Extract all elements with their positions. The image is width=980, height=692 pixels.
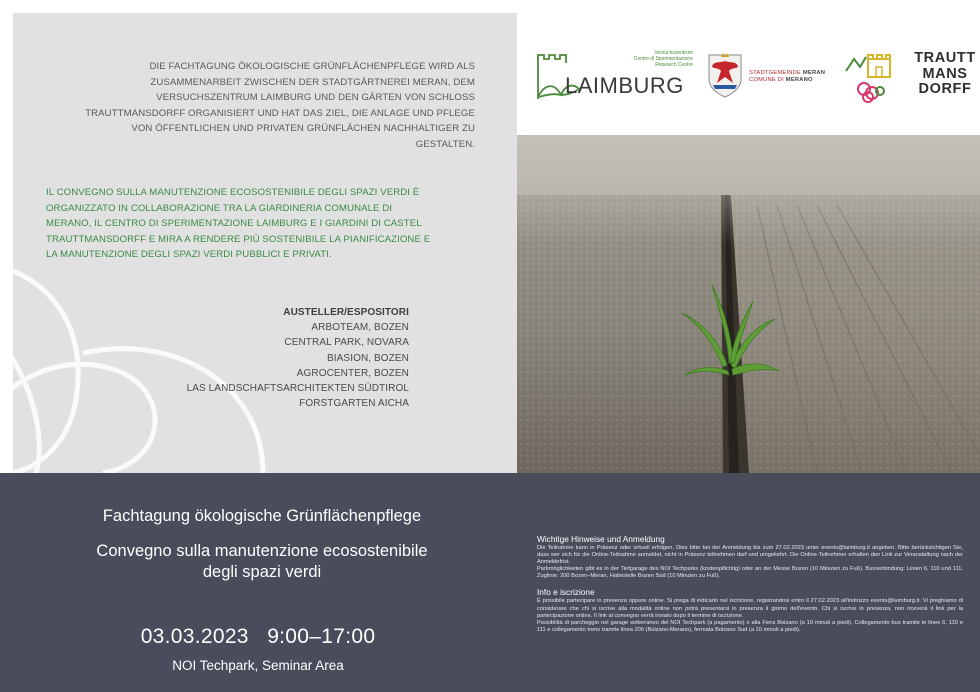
event-info-band	[0, 473, 980, 692]
trauttmansdorff-logo	[844, 49, 980, 105]
info-paragraph-italian: Possibilità di parcheggio nel garage sotterraneo del NOI Techpark (a pagamento) o alla Fiera Bolzano (a 10 minuti a piedi). Collegamento bus tramite le linee 6, 110 e 111 e collegamento treno tramite linea 200 (Bolzano-Merano), fermata Bolzano Sud (a 10 minuti a piedi).	[537, 619, 963, 633]
exhibitor-item: ARBOTEAM, BOZEN	[311, 322, 409, 334]
info-heading-german: Wichtige Hinweise und Anmeldung	[537, 534, 665, 544]
exhibitor-item: LAS LANDSCHAFTSARCHITEKTEN SÜDTIROL	[186, 383, 409, 395]
info-paragraph-german: Parkmöglichkeiten gibt es in der Tiefgarage des NOI Techparks (kostenpflichtig) oder an der Messe Bozen (10 Minuten zu Fuß). Busverbindung: Linien 6, 110 und 111. Zuglinie: 200 Bozen–Meran, Haltestelle Bozen Süd (10 Minuten zu Fuß).	[537, 566, 963, 580]
exhibitors-title: AUSTELLER/ESPOSITORI	[283, 307, 409, 318]
trauttmansdorff-word-line: TRAUTT	[914, 50, 976, 66]
italian-intro-paragraph: IL CONVEGNO SULLA MANUTENZIONE ECOSOSTENIBILE DEGLI SPAZI VERDI È ORGANIZZATO IN COLLABORAZIONE TRA LA GIARDINERIA COMUNALE DI MERANO, IL CENTRO DI SPERIMENTAZIONE LAIMBURG E I GIARDINI DI CASTEL TRAUTTMANSDORFF E MIRA A RENDERE PIÙ SOSTENIBILE LA PIANIFICAZIONE E LA MANUTENZIONE DEGLI SPAZI VERDI PUBBLICI E PRIVATI.	[46, 187, 431, 261]
info-paragraph-german: Die Teilnahme kann in Präsenz oder virtuell erfolgen. Dies bitte bei der Anmeldung bis zum 27.02.2023 unter events@laimburg.it angeben. Bitte berücksichtigen Sie, dass wer sich für die Online-Teilnahme anmeldet, nicht in Präsenz teilnehmen darf und umgekehrt. Die Online-Teilnehmer erhalten den Link zur Veranstaltung nach der Anmeldefrist.	[537, 545, 963, 566]
trauttmansdorff-wordmark	[910, 51, 980, 98]
trauttmansdorff-word-line: MANS	[922, 65, 968, 82]
laimburg-wordmark: LAIMBURG	[565, 73, 684, 98]
intro-panel	[13, 13, 517, 473]
laimburg-subtitle-line: Versuchszentrum	[654, 50, 693, 56]
trauttmansdorff-castle-flower-icon	[844, 49, 908, 105]
info-paragraph-italian: È possibile partecipare in presenza oppure online. Si prega di indicarlo nel iscrizione, registrandosi entro il 27.02.2023 all'indirizzo events@laimburg.it. Vi preghiamo di considerare che chi si iscrive alla modalità online non potrà presentarsi in presenza il giorno dell'evento. Chi si iscrive in presenza, non riceverà il link per la partecipazione online. Il link al convegno verrà inviato dopo il termine di iscrizione.	[537, 598, 963, 619]
meran-municipality-text	[749, 70, 825, 84]
event-title-italian-line: degli spazi verdi	[202, 563, 322, 581]
plant-in-paving-photo	[517, 135, 980, 473]
exhibitor-item: CENTRAL PARK, NOVARA	[284, 337, 409, 349]
event-venue: NOI Techpark, Seminar Area	[172, 658, 344, 673]
laimburg-subtitle-line: Research Centre	[655, 62, 693, 69]
meran-eagle-shield-icon	[707, 53, 743, 99]
meran-text-part: MERANO	[785, 77, 813, 84]
meran-text-part: COMUNE DI	[749, 77, 786, 84]
exhibitor-item: FORSTGARTEN AICHA	[299, 398, 409, 410]
laimburg-logo	[535, 49, 693, 101]
meran-text-part: MERAN	[802, 70, 826, 76]
registration-info	[537, 534, 963, 634]
info-heading-italian: Info e iscrizione	[537, 587, 595, 598]
german-intro-paragraph: DIE FACHTAGUNG ÖKOLOGISCHE GRÜNFLÄCHENPFLEGE WIRD ALS ZUSAMMENARBEIT ZWISCHEN DER STADTGÄRTNEREI MERAN, DEM VERSUCHSZENTRUM LAIMBURG UND DEN GÄRTEN VON SCHLOSS TRAUTTMANSDORFF ORGANISIERT UND HAT DAS ZIEL, DIE ANLAGE UND PFLEGE VON ÖFFENTLICHEN UND PRIVATEN GRÜNFLÄCHEN NACHHALTIGER ZU GESTALTEN.	[85, 61, 475, 150]
event-title-italian	[0, 541, 524, 583]
meran-text-part: STADTGEMEINDE	[749, 70, 803, 76]
event-date-time: 03.03.2023 9:00–17:00	[140, 625, 376, 648]
event-title-italian-line: Convegno sulla manutenzione ecosostenibile	[96, 542, 428, 560]
exhibitor-item: AGROCENTER, BOZEN	[296, 367, 409, 379]
meran-logo	[707, 53, 832, 99]
trauttmansdorff-word-line: DORFF	[918, 81, 972, 98]
photo-illustration	[517, 135, 980, 473]
exhibitor-item: BIASION, BOZEN	[327, 352, 409, 364]
partner-logos	[517, 13, 980, 135]
exhibitors-list	[133, 305, 409, 411]
laimburg-subtitle	[613, 50, 693, 69]
event-title-german: Fachtagung ökologische Grünflächenpflege	[102, 507, 422, 525]
laimburg-subtitle-line: Centro di Sperimentazione	[633, 56, 693, 63]
